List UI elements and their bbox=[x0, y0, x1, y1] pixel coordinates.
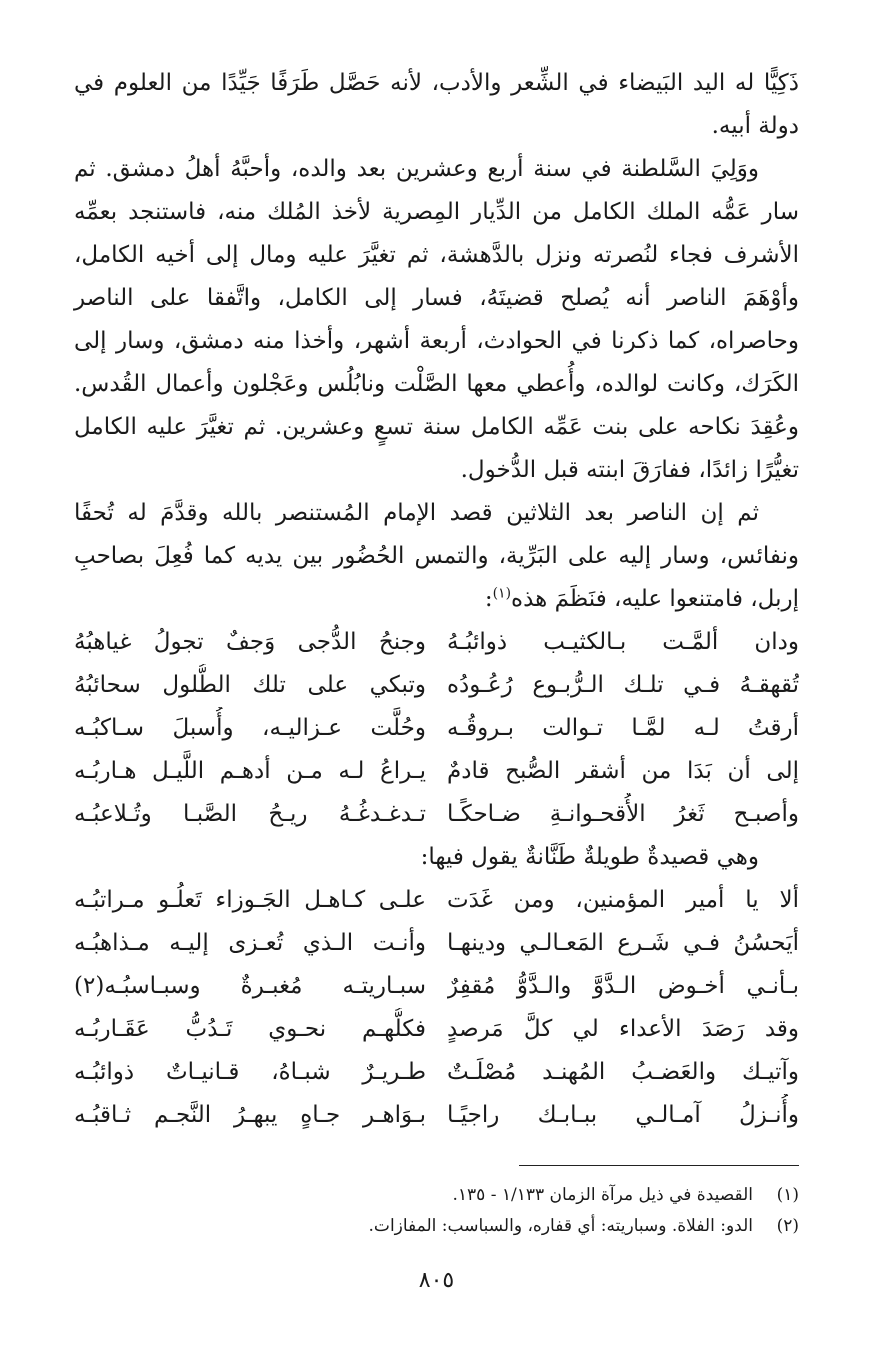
verse-first-hemistich: ألا يا أمير المؤمنين، ومن غَدَت bbox=[447, 887, 799, 913]
poem-2-intro: وهي قصيدةٌ طويلةٌ طَنَّانةٌ يقول فيها: bbox=[420, 844, 759, 870]
main-text bbox=[74, 62, 799, 1137]
verse-second-hemistich: يـراعُ لـه مـن أدهـم اللَّيـل هـاربُـه bbox=[74, 758, 426, 784]
poem-2-verse bbox=[74, 922, 799, 965]
poem-2-verse bbox=[74, 879, 799, 922]
footnote-text: القصيدة في ذيل مرآة الزمان ١/١٣٣ - ١٣٥. bbox=[452, 1185, 753, 1205]
footnotes bbox=[74, 1180, 799, 1242]
verse-first-hemistich: أرقتُ لـه لمَّـا تـوالت بـروقُـه bbox=[447, 715, 799, 741]
verse-second-hemistich: فكلُّهـم نحـوي تَـدُبُّ عَقَـاربُـه bbox=[74, 1016, 426, 1042]
verse-second-hemistich: علـى كـاهـل الجَـوزاء تَعلُـو مـراتبُـه bbox=[74, 887, 426, 913]
verse-second-hemistich: تـدغـدغُـهُ ريـحُ الصَّبـا وتُـلاعبُـه bbox=[74, 801, 426, 827]
verse-second-hemistich: وأنـت الـذي تُعـزى إليـه مـذاهبُـه bbox=[74, 930, 426, 956]
paragraph-1: ذَكِيًّا له اليد البَيضاء في الشِّعر والأدب، لأنه حَصَّل طَرَفًا جَيِّدًا من العلوم في دولة أبيه. bbox=[74, 70, 799, 139]
verse-first-hemistich: ودان ألمَّـت بـالكثيـب ذوائبُـهُ bbox=[447, 629, 799, 655]
footnote-number: (١) bbox=[776, 1185, 799, 1205]
poem-2-verse bbox=[74, 965, 799, 1008]
poem-2-verse bbox=[74, 1094, 799, 1137]
poem-1-verse bbox=[74, 793, 799, 836]
verse-first-hemistich: بـأنـي أخـوض الـدَّوَّ والـدَّوُّ مُقفِرٌ bbox=[447, 973, 799, 999]
verse-second-hemistich: طـريـرٌ شبـاهُ، قـانيـاتٌ ذوائبُـه bbox=[74, 1059, 426, 1085]
footnote-ref-1[interactable]: (١) bbox=[492, 585, 512, 602]
footnote-text: الدو: الفلاة. وسباريته: أي قفاره، والسباسب: المفازات. bbox=[368, 1216, 753, 1236]
verse-second-hemistich: سبـاريتـه مُغبـرةٌ وسبـاسبُـه(٢) bbox=[74, 973, 426, 999]
footnote-2 bbox=[74, 1211, 799, 1242]
paragraph-3-tail: : bbox=[484, 586, 493, 612]
page-number: ٨٠٥ bbox=[418, 1268, 455, 1293]
poem-2-verse bbox=[74, 1051, 799, 1094]
verse-second-hemistich: بـوَاهـر جـاهٍ يبهـرُ النَّجـم ثـاقبُـه bbox=[74, 1102, 426, 1128]
verse-first-hemistich: وأصبـح ثَغرُ الأُقحـوانـةِ ضـاحكًـا bbox=[447, 801, 799, 827]
paragraph-3 bbox=[74, 492, 799, 621]
footnote-1 bbox=[74, 1180, 799, 1211]
poem-1-verse bbox=[74, 664, 799, 707]
verse-first-hemistich: إلى أن بَدَا من أشقر الصُّبح قادمٌ bbox=[447, 758, 799, 784]
verse-second-hemistich: وتبكي على تلك الطُّلول سحائبُهُ bbox=[74, 672, 426, 698]
poem-1-verse bbox=[74, 750, 799, 793]
verse-second-hemistich: وحُلَّت عـزاليـه، وأُسبلَ سـاكبُـه bbox=[74, 715, 426, 741]
poem-2-verse bbox=[74, 1008, 799, 1051]
verse-first-hemistich: وقد رَصَدَ الأعداء لي كلَّ مَرصدٍ bbox=[447, 1016, 799, 1042]
paragraph-2: ووَلِيَ السَّلطنة في سنة أربع وعشرين بعد والده، وأحبَّهُ أهلُ دمشق. ثم سار عَمُّه الملك الكامل من الدِّيار المِصرية لأخذ المُلك منه، فاستنجد بعمِّه الأشرف فجاء لنُصرته ونزل بالدَّهشة، ثم تغيَّرَ عليه ومال إلى أخيه الكامل، وأوْهَمَ الناصر أنه يُصلح قضيتَهُ، فسار إلى الكامل، واتَّفقا على الناصر وحاصراه، كما ذكرنا في الحوادث، أربعة أشهر، وأخذا منه دمشق، وسار إلى الكَرَك، وكانت لوالده، وأُعطي معها الصَّلْت ونابُلُس وعَجْلون وأعمال القُدس. وعُقِدَ نكاحه على بنت عَمِّه الكامل سنة تسعٍ وعشرين. ثم تغيَّرَ عليه الكامل تغيُّرًا زائدًا، ففارَقَ ابنته قبل الدُّخول. bbox=[74, 156, 800, 483]
footnote-divider bbox=[519, 1165, 799, 1166]
poem-1-verse bbox=[74, 621, 799, 664]
poem-2 bbox=[74, 879, 799, 1137]
poem-1 bbox=[74, 621, 799, 836]
verse-first-hemistich: وآتيـك والعَضـبُ المُهنـد مُصْلَـتٌ bbox=[447, 1059, 799, 1085]
poem-1-verse bbox=[74, 707, 799, 750]
paragraph-3-text: ثم إن الناصر بعد الثلاثين قصد الإمام المُستنصر بالله وقدَّمَ له تُحفًا ونفائس، وسار إليه على البَرِّية، والتمس الحُضُور بين يديه كما فُعِلَ بصاحبِ إربل، فامتنعوا عليه، فنَظَمَ هذه bbox=[74, 500, 799, 612]
verse-first-hemistich: وأُنـزلُ آمـالـي ببـابـك راجيًـا bbox=[447, 1102, 799, 1128]
verse-first-hemistich: أيَحسُنُ فـي شَـرع المَعـالـي ودينهـا bbox=[447, 930, 799, 956]
footnote-number: (٢) bbox=[776, 1216, 799, 1236]
verse-first-hemistich: تُقهقـهُ فـي تلـك الـرُّبـوع رُعُـودُه bbox=[447, 672, 799, 698]
verse-second-hemistich: وجنحُ الدُّجى وَجفٌ تجولُ غياهبُهُ bbox=[74, 629, 426, 655]
